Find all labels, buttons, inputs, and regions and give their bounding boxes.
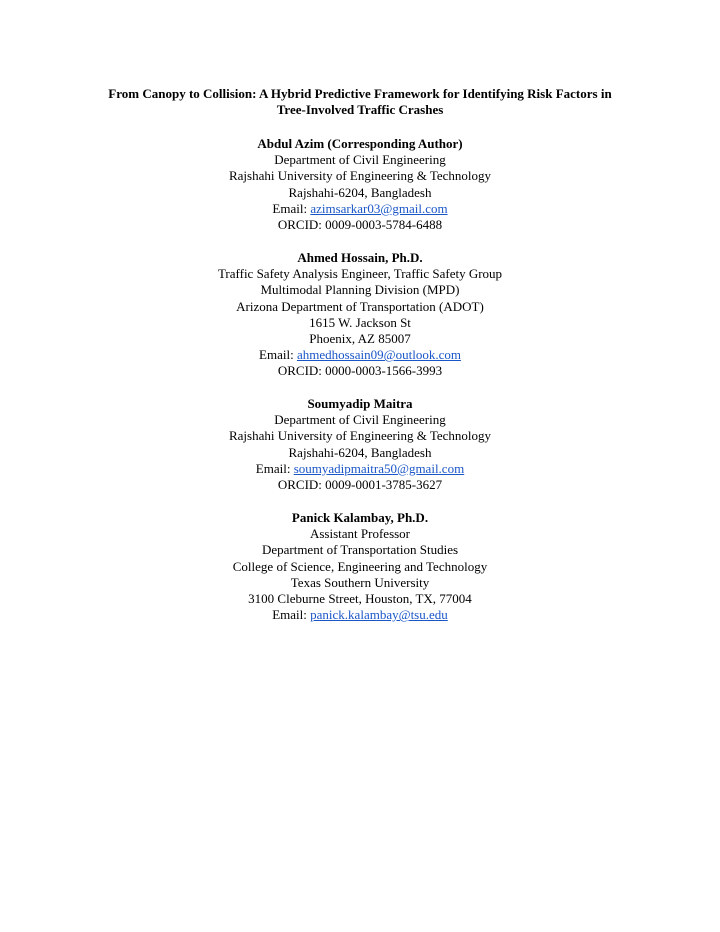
author-position: Assistant Professor <box>309 526 411 542</box>
author-orcid: ORCID: 0000-0003-1566-3993 <box>277 363 443 379</box>
email-label: Email: <box>259 347 297 363</box>
email-link[interactable]: soumyadipmaitra50@gmail.com <box>293 460 465 476</box>
author-block-maitra <box>60 396 660 493</box>
author-address: Rajshahi-6204, Bangladesh <box>288 184 432 200</box>
author-position: Traffic Safety Analysis Engineer, Traffic Safety Group <box>217 266 503 282</box>
author-institution: Arizona Department of Transportation (ADOT) <box>236 298 484 314</box>
author-email-line <box>60 201 660 217</box>
author-orcid: ORCID: 0009-0001-3785-3627 <box>277 477 443 493</box>
author-block-kalambay <box>60 510 660 623</box>
author-division: Multimodal Planning Division (MPD) <box>260 282 460 298</box>
paper-title-line-2: Tree-Involved Traffic Crashes <box>276 102 444 117</box>
author-address: Rajshahi-6204, Bangladesh <box>288 444 432 460</box>
author-name: Ahmed Hossain, Ph.D. <box>297 250 423 265</box>
email-label: Email: <box>272 200 311 216</box>
email-link[interactable]: panick.kalambay@tsu.edu <box>310 607 448 623</box>
author-orcid: ORCID: 0009-0003-5784-6488 <box>277 217 443 233</box>
author-institution: Rajshahi University of Engineering & Technology <box>228 428 492 444</box>
author-department: Department of Civil Engineering <box>274 412 446 428</box>
author-institution: Rajshahi University of Engineering & Technology <box>228 168 492 184</box>
author-email-line <box>60 607 660 623</box>
author-city: Phoenix, AZ 85007 <box>309 331 411 347</box>
author-college: College of Science, Engineering and Technology <box>232 558 488 574</box>
author-name: Panick Kalambay, Ph.D. <box>291 510 429 525</box>
email-link[interactable]: azimsarkar03@gmail.com <box>310 200 448 216</box>
author-block-azim <box>60 136 660 233</box>
author-name: Soumyadip Maitra <box>307 396 413 411</box>
author-name: Abdul Azim (Corresponding Author) <box>257 136 463 151</box>
author-block-hossain <box>60 250 660 380</box>
author-email-line <box>60 461 660 477</box>
author-address: 3100 Cleburne Street, Houston, TX, 77004 <box>248 591 472 607</box>
author-institution: Texas Southern University <box>290 574 430 590</box>
author-street: 1615 W. Jackson St <box>309 314 411 330</box>
email-label: Email: <box>255 460 294 476</box>
email-label: Email: <box>272 607 311 623</box>
author-department: Department of Civil Engineering <box>274 152 446 168</box>
paper-title <box>40 86 680 118</box>
paper-title-line-1: From Canopy to Collision: A Hybrid Predictive Framework for Identifying Risk Factors in <box>108 86 612 101</box>
author-email-line <box>60 347 660 363</box>
email-link[interactable]: ahmedhossain09@outlook.com <box>296 347 461 363</box>
author-department: Department of Transportation Studies <box>261 542 459 558</box>
